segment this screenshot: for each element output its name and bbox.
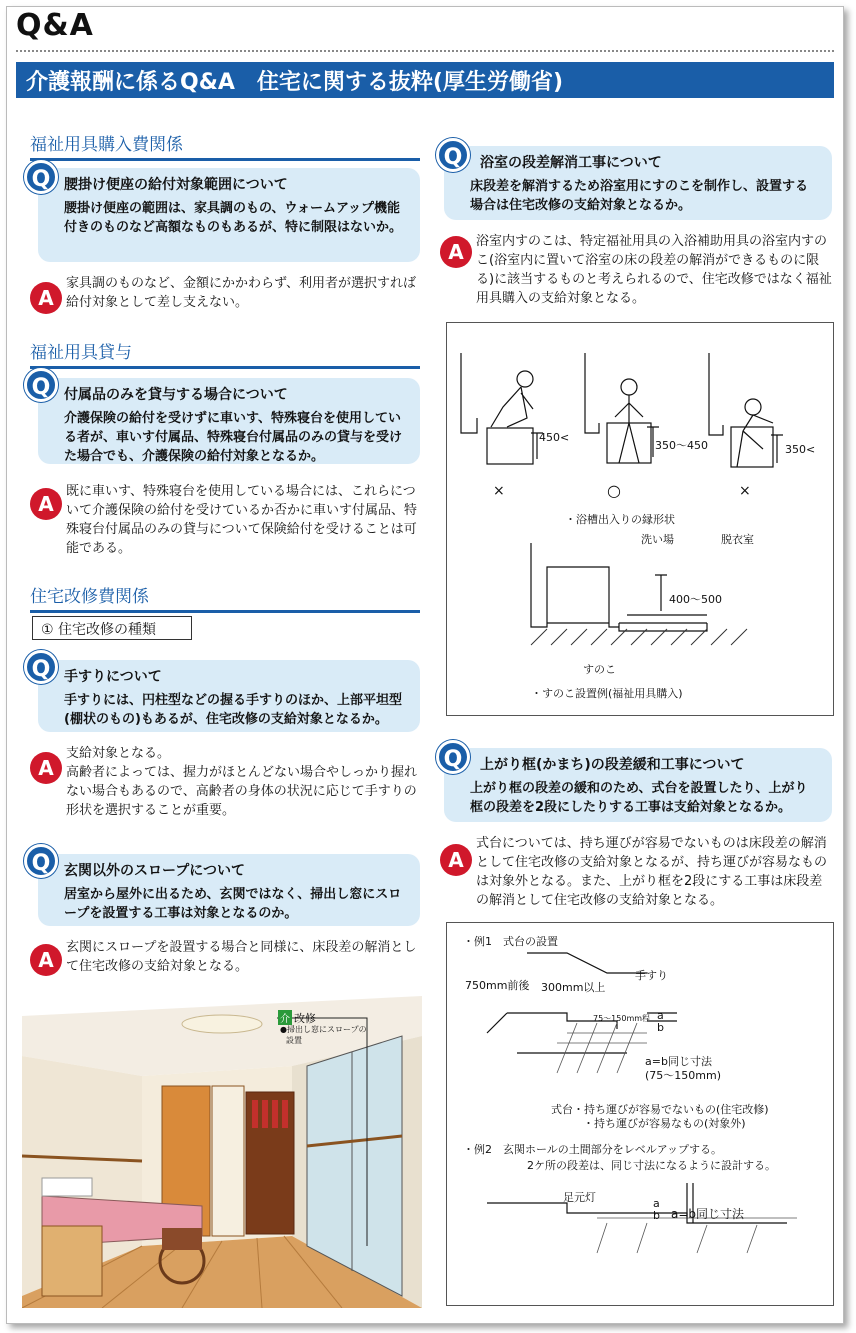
q-badge: Q: [24, 160, 58, 194]
answer-text: 既に車いす、特殊寝台を使用している場合には、これらについて介護保険の給付を受けているか否かに車いす付属品、特殊寝台付属品のみの貸与について保険給付を受けることは可能である。: [66, 484, 418, 556]
ng-mark: ×: [739, 483, 751, 499]
dimension-label: 300mm以上: [541, 981, 606, 994]
example-label: ・例1 式台の設置: [463, 935, 558, 948]
question-title: 腰掛け便座の給付対象範囲について: [64, 177, 288, 193]
answer-text: 支給対象となる。 高齢者によっては、握力がほとんどない場合やしっかり握れない場合もあるので、高齢者の身体の状況に応じて手すりの形状を選択することが重要。: [66, 746, 418, 818]
question-box: [38, 854, 420, 926]
dimension-label: 400〜500: [669, 593, 722, 606]
equal-label: (75〜150mm): [645, 1069, 722, 1082]
a-badge: A: [440, 844, 472, 876]
dotted-divider: [16, 50, 834, 52]
note-label: 式台・持ち運びが容易でないもの(住宅改修): [551, 1103, 769, 1116]
question-box: [444, 748, 832, 822]
example-note: 2ケ所の段差は、同じ寸法になるように設計する。: [527, 1159, 776, 1172]
dimension-label: 750mm前後: [465, 979, 530, 992]
a-label: a: [657, 1009, 664, 1022]
question-title: 付属品のみを貸与する場合について: [64, 387, 288, 403]
sunoko-label: すのこ: [583, 663, 616, 676]
section-heading-rental: 福祉用具貸与: [30, 338, 420, 369]
q-badge: Q: [436, 740, 470, 774]
section-heading-renovation: 住宅改修費関係: [30, 582, 420, 613]
a-badge: A: [30, 944, 62, 976]
height-label: 450<: [539, 431, 570, 444]
q-badge: Q: [24, 844, 58, 878]
question-body: 手すりには、円柱型などの握る手すりのほか、上部平坦型(棚状のもの)もあるが、住宅改修の支給対象となるか。: [64, 693, 403, 727]
question-title: 手すりについて: [64, 669, 162, 685]
answer-text: 家具調のものなど、金額にかかわらず、利用者が選択すれば給付対象として差し支えない。: [66, 276, 416, 310]
a-badge: A: [30, 488, 62, 520]
question-body: 腰掛け便座の範囲は、家具調のもの、ウォームアップ機能付きのものなど高額なものもあるが、特に制限はないか。: [64, 201, 403, 235]
renovation-note: ●掃出し窓にスロープの: [280, 1025, 367, 1034]
question-body: 介護保険の給付を受けずに車いす、特殊寝台を使用している者が、車いす付属品、特殊寝台付属品のみの貸与を受けた場合でも、介護保険の給付対象となるか。: [64, 411, 403, 464]
question-body: 居室から屋外に出るため、玄関ではなく、掃出し窓にスロープを設置する工事は対象となるのか。: [64, 887, 402, 921]
note-label: ・持ち運びが容易なもの(対象外): [583, 1117, 746, 1130]
subsection-label: ① 住宅改修の種類: [32, 616, 192, 640]
q-badge: Q: [24, 368, 58, 402]
ng-mark: ×: [493, 483, 505, 499]
gap-label: 75〜150mm程: [593, 1014, 651, 1023]
q-badge: Q: [24, 650, 58, 684]
figure-caption: ・すのこ設置例(福祉用具購入): [531, 687, 683, 700]
section-heading-purchase: 福祉用具購入費関係: [30, 130, 420, 161]
room-illustration: [22, 996, 422, 1308]
footlight-label: 足元灯: [563, 1191, 596, 1204]
question-box: [38, 660, 420, 732]
step-figure: [446, 922, 834, 1306]
figure-caption: ・浴槽出入りの縁形状: [565, 513, 675, 526]
handrail-label: 手すり: [635, 969, 668, 982]
a-label: a: [653, 1197, 660, 1210]
question-title: 玄関以外のスロープについて: [64, 863, 246, 879]
b-label: b: [653, 1209, 660, 1222]
ok-mark: ○: [607, 481, 621, 500]
question-body: 床段差を解消するため浴室用にすのこを制作し、設置する場合は住宅改修の支給対象となるか。: [470, 179, 809, 213]
renovation-note: 設置: [286, 1036, 302, 1045]
question-title: 浴室の段差解消工事について: [480, 155, 662, 171]
b-label: b: [657, 1021, 664, 1034]
a-badge: A: [30, 282, 62, 314]
a-badge: A: [30, 752, 62, 784]
bath-figure: [446, 322, 834, 716]
answer-text: 玄関にスロープを設置する場合と同様に、床段差の解消として住宅改修の支給対象となる。: [66, 940, 417, 974]
page-title: Q&A: [16, 8, 94, 43]
section-banner: 介護報酬に係るQ&A 住宅に関する抜粋(厚生労働省): [16, 62, 834, 98]
room-illustration-graphic: [22, 996, 422, 1308]
question-box: [444, 146, 832, 220]
answer-text: 浴室内すのこは、特定福祉用具の入浴補助用具の浴室内すのこ(浴室内に置いて浴室の床の段差の解消ができるものに限る)に該当するものと考えられるので、住宅改修ではなく福祉用具購入の支給対象となる。: [476, 234, 832, 306]
question-body: 上がり框の段差の緩和のため、式台を設置したり、上がり框の段差を2段にしたりする工事は支給対象となるか。: [470, 781, 808, 815]
example-label: ・例2 玄関ホールの土間部分をレベルアップする。: [463, 1143, 723, 1156]
question-box: [38, 378, 420, 464]
height-label: 350<: [785, 443, 816, 456]
wash-area-label: 洗い場: [641, 533, 674, 546]
question-title: 上がり框(かまち)の段差緩和工事について: [480, 757, 745, 773]
height-label: 350〜450: [655, 439, 708, 452]
renovation-label: 改修: [294, 1012, 316, 1025]
renovation-badge: 介: [278, 1010, 292, 1025]
question-box: [38, 168, 420, 262]
equal-label: a=b同じ寸法: [645, 1055, 712, 1068]
answer-text: 式台については、持ち運びが容易でないものは床段差の解消として住宅改修の支給対象となるが、持ち運びが容易なものは対象外となる。また、上がり框を2段にする工事は床段差の解消として住宅改修の支給対象となる。: [476, 836, 828, 908]
dressing-room-label: 脱衣室: [721, 533, 754, 546]
a-badge: A: [440, 236, 472, 268]
equal-label: a=b同じ寸法: [671, 1207, 745, 1221]
q-badge: Q: [436, 138, 470, 172]
